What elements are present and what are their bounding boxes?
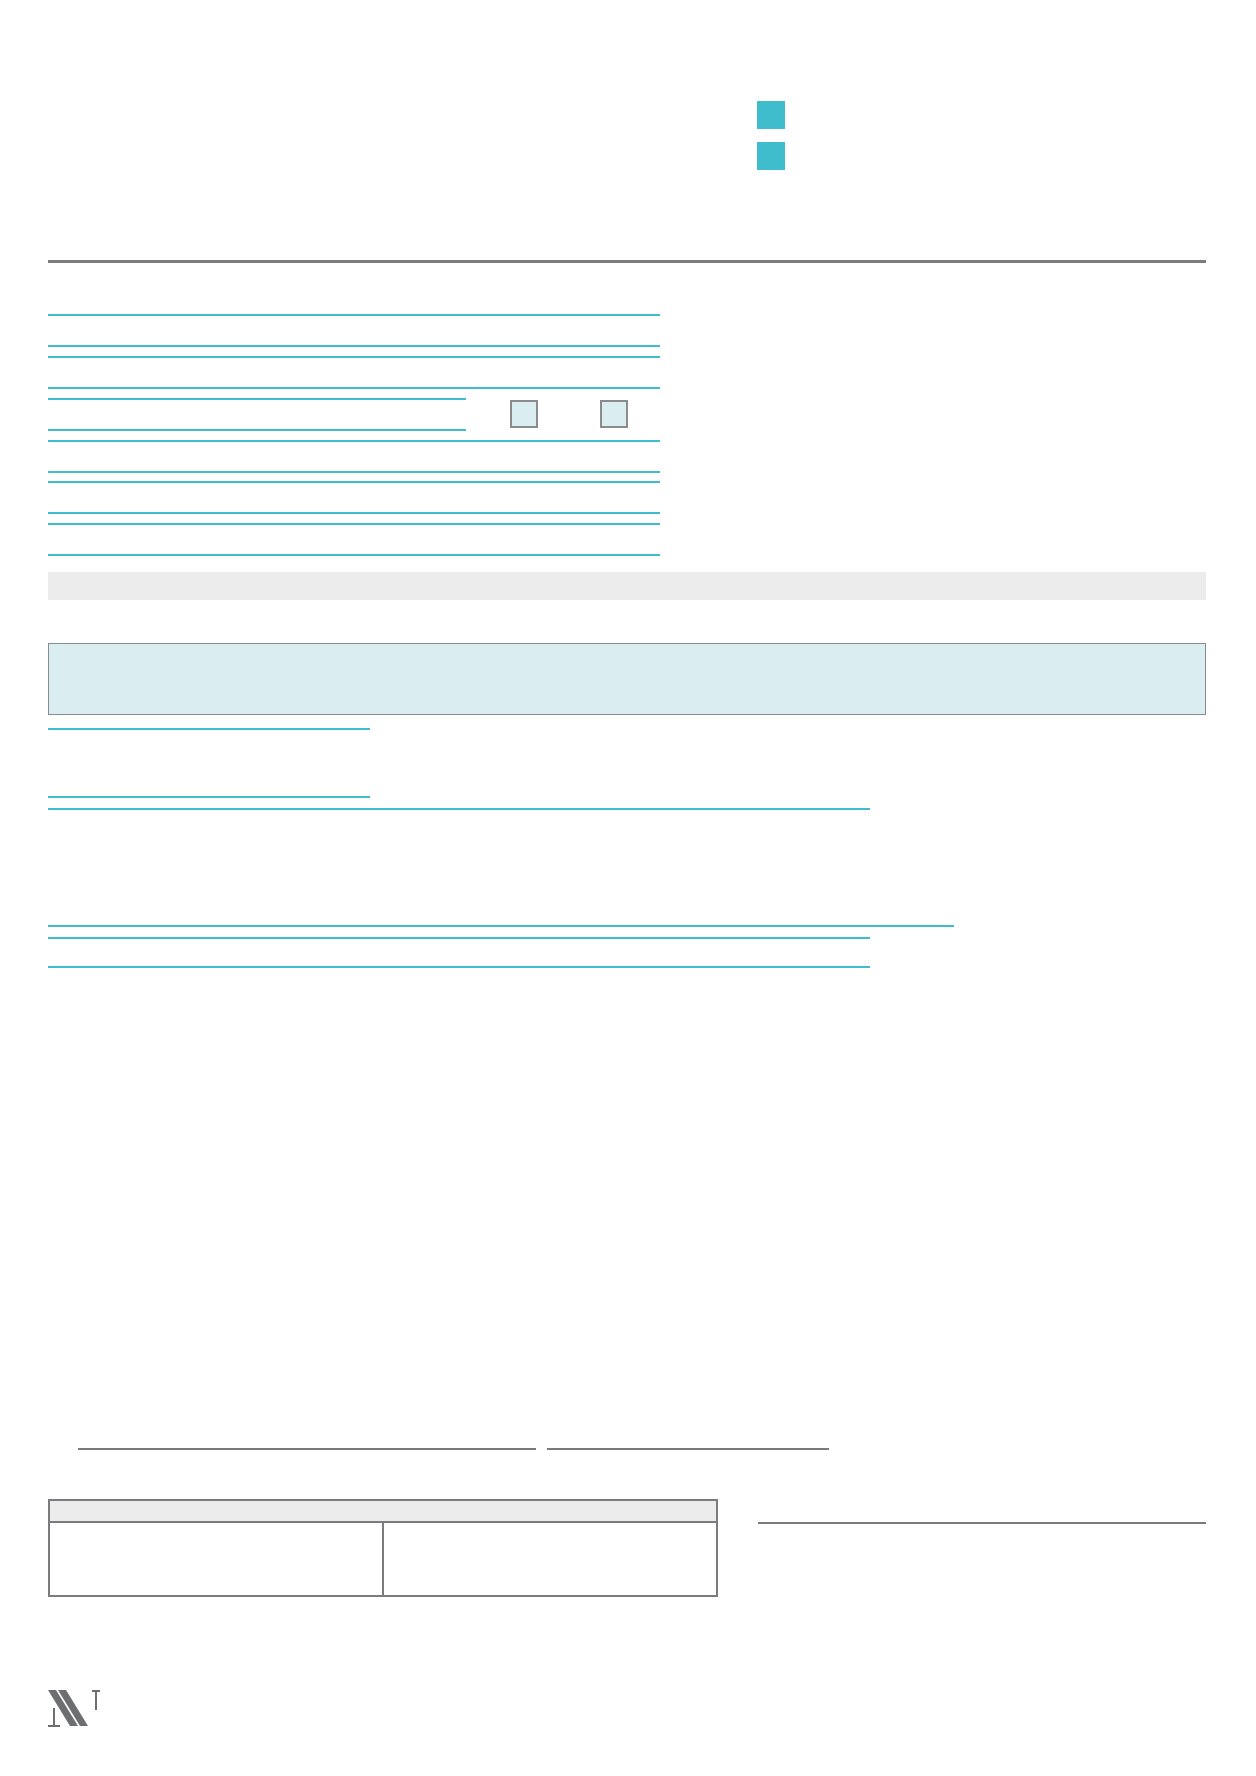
field-1a-label xyxy=(40,361,80,382)
rule xyxy=(48,925,954,927)
rule xyxy=(48,796,370,798)
date-input[interactable] xyxy=(547,1448,829,1450)
rule xyxy=(48,345,660,347)
rule xyxy=(48,808,870,810)
header-divider xyxy=(48,260,1206,263)
option-2-number xyxy=(757,142,785,170)
hzmo-table xyxy=(48,1499,718,1597)
rule xyxy=(48,356,660,358)
rule xyxy=(48,481,660,483)
rule xyxy=(48,314,660,316)
place-input[interactable] xyxy=(78,1448,536,1450)
field-4-label xyxy=(40,486,80,507)
rule xyxy=(48,523,660,525)
hzmo-table-header xyxy=(50,1501,716,1523)
rule xyxy=(48,966,870,968)
field-7-line-2 xyxy=(40,857,80,878)
rule xyxy=(48,398,466,400)
option-2[interactable] xyxy=(757,142,799,170)
field-8-label xyxy=(40,940,80,961)
rule xyxy=(48,554,660,556)
field-2-label xyxy=(40,403,80,424)
naziv-input[interactable] xyxy=(48,643,1206,715)
publisher-line xyxy=(108,1694,123,1709)
male-checkbox[interactable] xyxy=(510,400,538,428)
rule xyxy=(48,512,660,514)
rule xyxy=(48,387,660,389)
field-5-label xyxy=(40,528,80,549)
option-1-number xyxy=(757,101,785,129)
female-checkbox[interactable] xyxy=(600,400,628,428)
hzmo-table-divider xyxy=(382,1523,384,1595)
rule xyxy=(48,471,660,473)
option-1[interactable] xyxy=(757,101,799,129)
rule xyxy=(48,937,870,939)
field-6-label xyxy=(40,752,80,773)
naziv-band xyxy=(48,572,1206,600)
field-3-label xyxy=(40,445,80,466)
obveznik-signature-line[interactable] xyxy=(758,1522,1206,1524)
rule xyxy=(48,440,660,442)
rule xyxy=(48,429,466,431)
rule xyxy=(48,728,370,730)
narodne-novine-logo-icon xyxy=(48,1690,100,1733)
field-1-label xyxy=(40,319,80,340)
